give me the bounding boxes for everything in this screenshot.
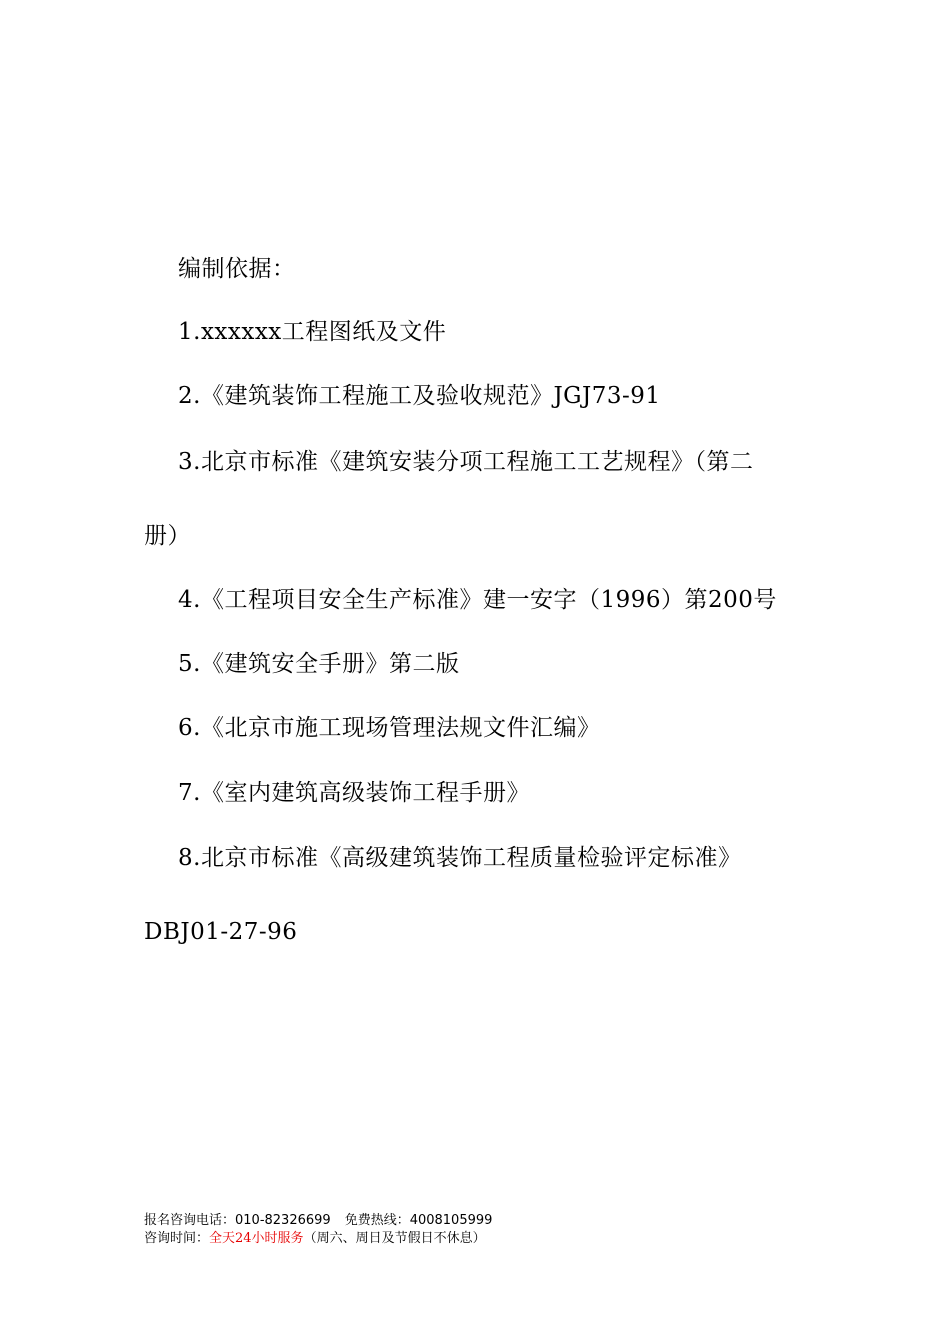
basis-item-3: 3.北京市标准《建筑安装分项工程施工工艺规程》（第二 — [178, 449, 754, 475]
footer-hours-line — [144, 1230, 486, 1248]
phone-label: 报名咨询电话： — [144, 1213, 236, 1228]
hours-note: （周六、周日及节假日不休息） — [303, 1231, 486, 1246]
basis-item-6: 6.《北京市施工现场管理法规文件汇编》 — [178, 715, 601, 741]
section-heading: 编制依据： — [178, 256, 296, 282]
basis-item-1: 1.xxxxxx工程图纸及文件 — [178, 319, 447, 345]
hotline-label: 免费热线： — [344, 1213, 410, 1228]
phone-number: 010-82326699 — [235, 1213, 331, 1228]
basis-item-2: 2.《建筑装饰工程施工及验收规范》JGJ73-91 — [178, 383, 661, 409]
basis-item-8: 8.北京市标准《高级建筑装饰工程质量检验评定标准》 — [178, 845, 742, 871]
hours-highlight: 全天24小时服务 — [209, 1231, 304, 1246]
hotline-number: 4008105999 — [409, 1213, 493, 1228]
basis-item-8-continuation: DBJ01-27-96 — [144, 919, 298, 945]
hours-label: 咨询时间： — [144, 1231, 210, 1246]
footer-contact-line — [144, 1212, 492, 1230]
basis-item-4: 4.《工程项目安全生产标准》建一安字（1996）第200号 — [178, 587, 777, 613]
basis-item-3-continuation: 册） — [144, 523, 191, 549]
basis-item-7: 7.《室内建筑高级装饰工程手册》 — [178, 780, 530, 806]
basis-item-5: 5.《建筑安全手册》第二版 — [178, 651, 460, 677]
